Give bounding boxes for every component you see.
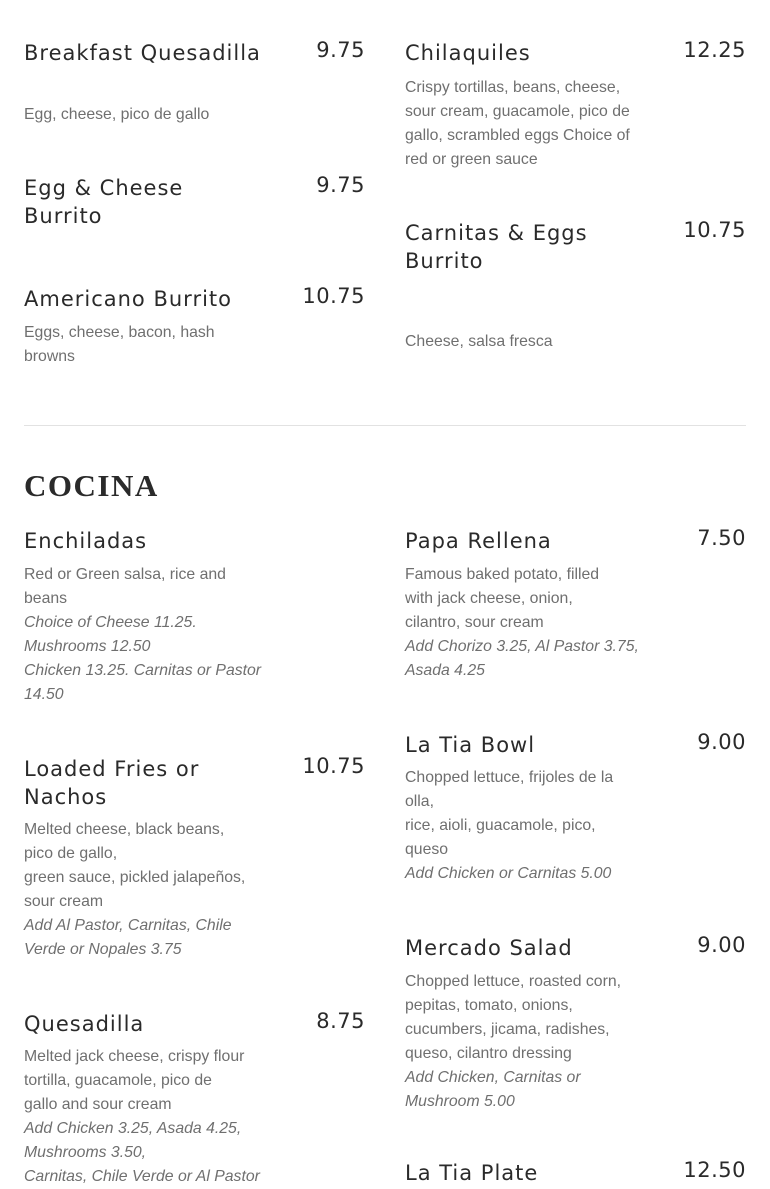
item-description	[405, 766, 650, 886]
item-note: Mushroom 5.00	[405, 1093, 515, 1110]
item-price: 9.75	[316, 38, 365, 62]
description-line: Chopped lettuce, roasted corn,	[405, 973, 622, 990]
item-name: Enchiladas	[24, 529, 148, 553]
item-name: Loaded Fries or Nachos	[24, 757, 200, 809]
item-name: Carnitas & Eggs Burrito	[405, 221, 588, 273]
description-line: Chopped lettuce, frijoles de la	[405, 769, 614, 786]
item-name: La Tia Bowl	[405, 733, 536, 757]
description-line: with jack cheese, onion,	[405, 590, 573, 607]
item-description	[405, 282, 650, 402]
item-price: 12.25	[683, 38, 746, 62]
item-note: Chicken 13.25. Carnitas or Pastor	[24, 662, 262, 679]
item-price: 7.50	[697, 526, 746, 550]
item-price: 12.50	[683, 1158, 746, 1182]
description-line: tortilla, guacamole, pico de	[24, 1072, 212, 1089]
description-line: gallo and sour cream	[24, 1096, 172, 1113]
item-name: Quesadilla	[24, 1012, 145, 1036]
description-line: Egg, cheese, pico de gallo	[24, 106, 210, 123]
description-line: browns	[24, 348, 75, 365]
description-line: pepitas, tomato, onions,	[405, 997, 573, 1014]
item-description	[24, 563, 269, 707]
description-line: sour cream, guacamole, pico de	[405, 103, 630, 120]
description-line: Crispy tortillas, beans, cheese,	[405, 79, 621, 96]
item-note: Add Chicken 3.25, Asada 4.25,	[24, 1120, 242, 1137]
item-note: Add Chicken, Carnitas or	[405, 1069, 581, 1086]
description-line: olla,	[405, 793, 434, 810]
description-line: Melted cheese, black beans,	[24, 821, 225, 838]
item-description	[24, 818, 269, 962]
item-note: Choice of Cheese 11.25.	[24, 614, 197, 631]
item-note: Add Chicken or Carnitas 5.00	[405, 865, 612, 882]
description-line: Melted jack cheese, crispy flour	[24, 1048, 245, 1065]
item-price: 10.75	[683, 218, 746, 242]
description-line: Famous baked potato, filled	[405, 566, 600, 583]
description-line: queso	[405, 841, 449, 858]
description-line: green sauce, pickled jalapeños,	[24, 869, 246, 886]
item-description	[24, 1045, 269, 1189]
section-divider	[24, 425, 746, 426]
item-note: Add Al Pastor, Carnitas, Chile	[24, 917, 232, 934]
item-name: Mercado Salad	[405, 936, 573, 960]
description-line: red or green sauce	[405, 151, 538, 168]
item-note: Asada 4.25	[405, 662, 485, 679]
description-line: pico de gallo,	[24, 845, 118, 862]
item-name: Chilaquiles	[405, 41, 531, 65]
item-name: Americano Burrito	[24, 287, 232, 311]
item-price: 10.75	[302, 284, 365, 308]
description-line: Red or Green salsa, rice and	[24, 566, 226, 583]
item-note: Verde or Nopales 3.75	[24, 941, 182, 958]
section-title-cocina: COCINA	[24, 468, 159, 503]
item-description	[24, 103, 269, 127]
description-line: cilantro, sour cream	[405, 614, 544, 631]
item-note: 14.50	[24, 686, 64, 703]
item-name: Egg & Cheese Burrito	[24, 176, 184, 228]
item-description	[405, 76, 650, 172]
item-note: Add Chorizo 3.25, Al Pastor 3.75,	[405, 638, 639, 655]
description-line: sour cream	[24, 893, 104, 910]
item-description	[405, 970, 650, 1114]
description-line: gallo, scrambled eggs Choice of	[405, 127, 630, 144]
item-price: 8.75	[316, 1009, 365, 1033]
item-description	[405, 563, 650, 683]
description-line: queso, cilantro dressing	[405, 1045, 572, 1062]
description-line: rice, aioli, guacamole, pico,	[405, 817, 596, 834]
item-price: 9.75	[316, 173, 365, 197]
item-price: 9.00	[697, 933, 746, 957]
item-note: Carnitas, Chile Verde or Al Pastor	[24, 1168, 260, 1185]
item-description	[24, 321, 269, 369]
description-line: Cheese, salsa fresca	[405, 333, 553, 350]
item-name: Papa Rellena	[405, 529, 552, 553]
item-note: Mushrooms 3.50,	[24, 1144, 147, 1161]
item-name: Breakfast Quesadilla	[24, 41, 261, 65]
description-line: Eggs, cheese, bacon, hash	[24, 324, 215, 341]
item-name: La Tia Plate	[405, 1161, 539, 1185]
description-line: beans	[24, 590, 68, 607]
item-price: 10.75	[302, 754, 365, 778]
description-line: cucumbers, jicama, radishes,	[405, 1021, 610, 1038]
item-note: Mushrooms 12.50	[24, 638, 151, 655]
item-price: 9.00	[697, 730, 746, 754]
